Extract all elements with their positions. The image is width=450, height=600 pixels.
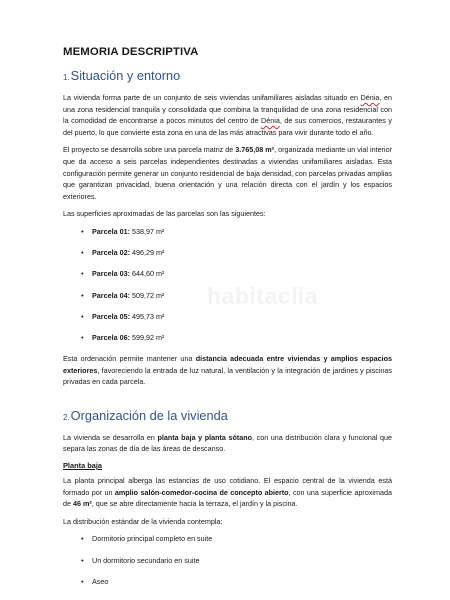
bullet-icon: • — [81, 248, 84, 258]
bullet-icon: • — [81, 311, 84, 321]
plot-area: 3.765,08 m² — [235, 145, 275, 155]
bold-run: distancia adecuada entre viviendas y amplios espacios exteriores — [63, 354, 392, 375]
parcel-label: Parcela 04: — [92, 290, 130, 300]
section-spacer — [63, 394, 392, 408]
list-item — [81, 268, 392, 280]
text-run: , con una superficie aproximada de — [63, 487, 392, 509]
city-name: Dénia — [360, 93, 380, 102]
parcel-value: 599,92 m² — [129, 332, 165, 342]
text-run: El proyecto se desarrolla sobre una parcela matriz de — [63, 145, 236, 155]
text-run: , de sus comercios, restaurantes y del puerto, lo que convierte esta zona en una de las más atractivas para vivir durante todo el año. — [63, 116, 392, 137]
bold-run: 46 m² — [73, 499, 92, 509]
paragraph-surfaces-intro: Las superficies aproximadas de las parcelas son las siguientes: — [63, 209, 266, 219]
bullet-icon: • — [81, 290, 84, 300]
list-item — [81, 290, 392, 302]
text-run: Esta ordenación permite mantener una — [63, 354, 196, 364]
parcel-label: Parcela 01: — [92, 226, 130, 236]
text-run: , favoreciendo la entrada de luz natural, la ventilación y la integración de jardines y piscinas privadas en cada parcela. — [63, 365, 392, 387]
bullet-icon: • — [81, 555, 84, 565]
section-heading-organizacion — [63, 408, 392, 423]
city-name: Dénia — [261, 116, 280, 126]
paragraph-intro — [63, 92, 392, 138]
section-number: 2. — [63, 412, 70, 422]
list-item — [81, 555, 392, 567]
text-run: , organizada mediante un vial interior que da acceso a seis parcelas independientes destinadas a viviendas unifamiliares aisladas. Esta configuración permite generar un conjunto residencial de baja densidad, con parcelas privadas amplias que garantizan privacidad, buena orientación y una relación directa con el jardín y los espacios exteriores. — [63, 145, 392, 201]
bullet-icon: • — [81, 576, 84, 586]
room-item: Dormitorio principal completo en suite — [92, 534, 213, 544]
text-run: La vivienda forma parte de un conjunto de seis viviendas unifamiliares aisladas situado en — [63, 93, 361, 102]
room-item: Aseo — [92, 576, 109, 586]
paragraph-distribution-intro: La distribución estándar de la vivienda contempla: — [63, 516, 223, 526]
parcel-list — [63, 226, 392, 344]
paragraph-ground-floor — [63, 475, 392, 510]
bullet-icon: • — [81, 226, 84, 236]
parcel-value: 496,29 m² — [129, 248, 165, 258]
paragraph-project — [63, 144, 392, 202]
list-item — [81, 533, 392, 545]
list-item — [81, 311, 392, 323]
parcel-label: Parcela 02: — [92, 248, 130, 258]
paragraph-organization — [63, 432, 392, 455]
bullet-icon: • — [81, 534, 84, 544]
document-title: MEMORIA DESCRIPTIVA — [63, 46, 199, 58]
parcel-value: 495,73 m² — [129, 311, 165, 321]
section-number: 1. — [63, 73, 70, 82]
parcel-value: 509,72 m² — [129, 290, 165, 300]
bold-run: planta baja y planta sótano — [157, 432, 253, 442]
subheading-planta-baja: Planta baja — [63, 461, 103, 471]
text-run: , en una zona residencial tranquila y consolidada que combina la tranquilidad de una zona residencial con la comodidad de encontrarse a pocos minutos del centro de — [63, 93, 392, 126]
parcel-label: Parcela 06: — [92, 332, 130, 342]
section-heading-text: Organización de la vivienda — [70, 407, 228, 423]
parcel-value: 644,60 m² — [129, 269, 165, 279]
bullet-icon: • — [81, 332, 84, 342]
list-item — [81, 332, 392, 344]
text-run: , que se abre directamente hacia la terraza, el jardín y la piscina. — [91, 499, 298, 509]
text-run: La planta principal alberga las estancias de uso cotidiano. El espacio central de la vivienda está formado por un — [63, 476, 392, 497]
text-run: , con una distribución clara y funcional que separa las zonas de día de las áreas de descanso. — [63, 432, 392, 454]
room-item: Un dormitorio secundario en suite — [92, 555, 200, 565]
paragraph-layout — [63, 353, 392, 388]
parcel-label: Parcela 03: — [92, 269, 130, 279]
section-heading-situacion — [63, 68, 392, 83]
section-heading-text: Situación y entorno — [70, 68, 181, 83]
parcel-label: Parcela 05: — [92, 311, 130, 321]
text-run: La vivienda se desarrolla en — [63, 432, 158, 442]
bullet-icon: • — [81, 269, 84, 279]
parcel-value: 538,97 m² — [129, 226, 165, 236]
bold-run: amplio salón-comedor-cocina de concepto abierto — [114, 487, 289, 497]
list-item — [81, 247, 392, 259]
list-item — [81, 576, 392, 588]
list-item — [81, 226, 392, 238]
room-list — [63, 533, 392, 587]
